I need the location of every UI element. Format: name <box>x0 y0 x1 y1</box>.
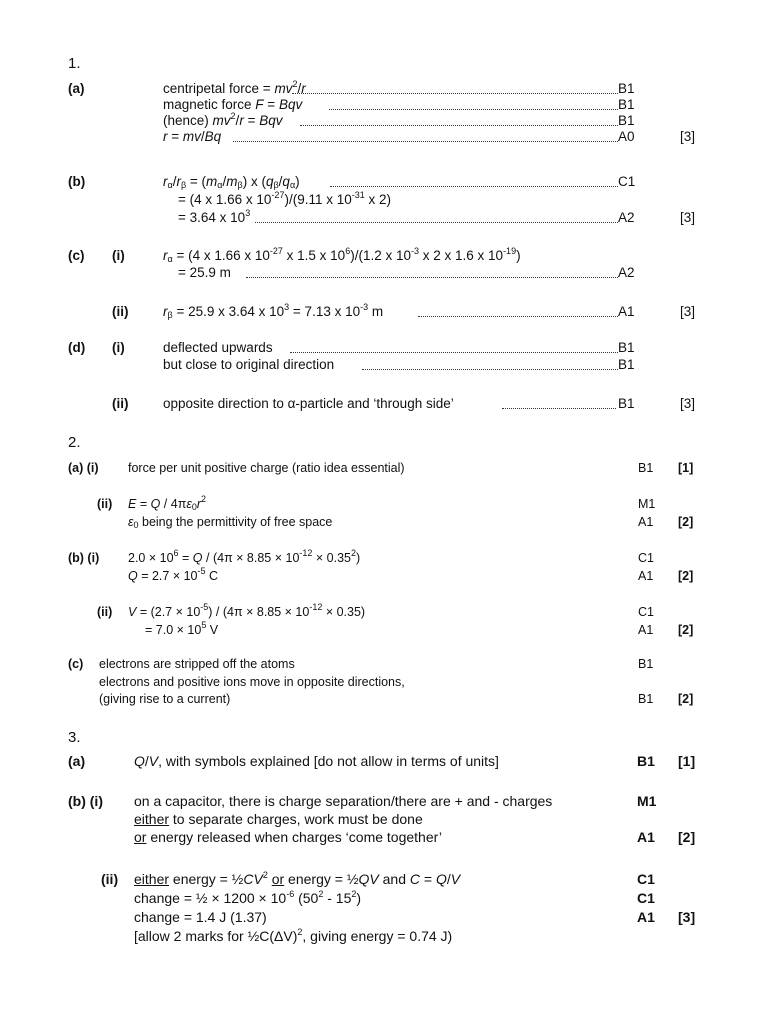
question-2-number: 2. <box>68 434 81 451</box>
q3-b-i-line-2: either to separate charges, work must be done <box>134 811 423 827</box>
mark: C1 <box>637 871 655 887</box>
mark: A2 <box>618 265 635 280</box>
q3-b-ii-line-2: change = ½ × $1200 \times 10^{-6}$ $(50^2 - 15^2)$ <box>134 889 362 906</box>
q1b-line-1: $r_\alpha/r_\beta = (m_\alpha/m_\beta)$ x $(q_\beta/q_\alpha)$ <box>163 174 300 190</box>
dot-leader <box>418 316 618 317</box>
q3-b-i-label: (b) (i) <box>68 793 103 809</box>
mark: A1 <box>638 623 654 637</box>
q2-c-line-2: electrons and positive ions move in opposite directions, <box>99 675 405 689</box>
mark: A1 <box>638 515 654 529</box>
q1c-i-line-2: = 25.9 m <box>178 265 231 280</box>
mark: C1 <box>638 551 654 565</box>
mark: A1 <box>637 909 655 925</box>
q1d-i-line-1: deflected upwards <box>163 340 273 355</box>
mark: B1 <box>618 113 635 128</box>
dot-leader <box>292 93 618 94</box>
q3-b-ii-line-4: [allow 2 marks for $\frac{1}{2}C(\Delta V)^2$, giving energy = 0.74 J) <box>134 927 453 944</box>
q3-b-ii-line-3: change = 1.4 J (1.37) <box>134 909 267 925</box>
question-1-number: 1. <box>68 55 81 72</box>
q1a-line-4: r = mv/Bq <box>163 129 222 144</box>
mark: A0 <box>618 129 635 144</box>
mark: M1 <box>637 793 657 809</box>
total-marks: [2] <box>678 515 694 529</box>
q2-b-ii-line-1: $V = (2.7 \times 10^{-5}) / (4\pi \times 8.85 \times 10^{-12} \times 0.35)$ <box>128 602 366 619</box>
dot-leader <box>300 125 618 126</box>
total-marks: [2] <box>678 692 694 706</box>
q1c-i-label: (i) <box>112 248 125 263</box>
q2-c-line-3: (giving rise to a current) <box>99 692 231 706</box>
mark: A1 <box>618 304 635 319</box>
dot-leader <box>255 222 618 223</box>
q1c-i-line-1: $r_\alpha = (4$ x 1.66 x $10^{-27}$ x 1.5 x $10^6)/(1.2$ x $10^{-3}$ x 2 x 1.6 x $10^{-19}$) <box>163 246 521 264</box>
q2-a-ii-line-1: $E = Q / 4\pi\varepsilon_0r^2$ <box>128 494 207 512</box>
q1a-line-1: centripetal force = $mv^2/r$ <box>163 79 306 96</box>
total-marks: [3] <box>680 304 696 319</box>
q2-a-ii-line-2: $\varepsilon_0$ being the permittivity of free space <box>128 515 333 530</box>
mark: B1 <box>637 753 655 769</box>
q1d-i-line-2: but close to original direction <box>163 357 335 372</box>
q2-a-ii-label: (ii) <box>97 497 113 511</box>
total-marks: [3] <box>680 129 696 144</box>
total-marks: [3] <box>680 210 696 225</box>
total-marks: [3] <box>678 909 696 925</box>
q2-b-ii-label: (ii) <box>97 605 113 619</box>
mark: A2 <box>618 210 635 225</box>
q2-b-ii-line-2: = $7.0 \times 10^5$ V <box>145 620 219 637</box>
mark: A1 <box>638 569 654 583</box>
q3-b-ii-line-1: either energy = $\frac{1}{2}CV^2$ or energy = ½QV and C = Q/V <box>134 870 461 887</box>
q1b-line-2: = (4 x 1.66 x $10^{-27})/(9.11$ x $10^{-31}$ x 2) <box>178 190 392 207</box>
q2-a-i-text: force per unit positive charge (ratio idea essential) <box>128 461 405 475</box>
mark: B1 <box>638 461 654 475</box>
mark: B1 <box>638 657 654 671</box>
q1-part-d-label: (d) <box>68 340 86 355</box>
q1c-ii-label: (ii) <box>112 304 129 319</box>
total-marks: [1] <box>678 753 696 769</box>
q3-a-label: (a) <box>68 753 86 769</box>
q3-b-i-line-1: on a capacitor, there is charge separation/there are + and - charges <box>134 793 553 809</box>
total-marks: [2] <box>678 829 696 845</box>
q3-a-text: Q/V, with symbols explained [do not allow in terms of units] <box>134 753 499 769</box>
q3-b-ii-label: (ii) <box>101 871 119 887</box>
mark: A1 <box>637 829 655 845</box>
dot-leader <box>290 352 618 353</box>
q2-a-i-label: (a) (i) <box>68 461 99 475</box>
mark: B1 <box>638 692 654 706</box>
q1-part-b-label: (b) <box>68 174 86 189</box>
mark: B1 <box>618 340 635 355</box>
mark: C1 <box>638 605 654 619</box>
q2-c-label: (c) <box>68 657 84 671</box>
q1c-ii-line: $r_\beta = 25.9$ x 3.64 x $10^3 = 7.13$ x $10^{-3}$ m <box>163 302 384 320</box>
dot-leader <box>246 277 618 278</box>
dot-leader <box>330 186 618 187</box>
mark: M1 <box>638 497 656 511</box>
q1a-line-2: magnetic force F = Bqv <box>163 97 303 112</box>
mark: B1 <box>618 81 635 96</box>
q1d-ii-line: opposite direction to α-particle and ‘through side’ <box>163 396 454 411</box>
q1b-line-3: = 3.64 x $10^3$ <box>178 208 251 225</box>
mark: B1 <box>618 396 635 411</box>
dot-leader <box>233 141 618 142</box>
dot-leader <box>362 369 618 370</box>
q3-b-i-line-3: or energy released when charges ‘come together’ <box>134 829 442 845</box>
q1-part-c-label: (c) <box>68 248 85 263</box>
q1d-ii-label: (ii) <box>112 396 129 411</box>
dot-leader <box>502 408 616 409</box>
total-marks: [2] <box>678 623 694 637</box>
q1a-line-3: (hence) $mv^2/r$ = Bqv <box>163 111 283 128</box>
q2-b-i-line-2: $Q = 2.7 \times 10^{-5}$ C <box>128 566 219 583</box>
q2-b-i-line-1: $2.0 \times 10^6 = Q / (4\pi \times 8.85 \times 10^{-12} \times 0.35^2)$ <box>128 548 361 565</box>
q1-part-a-label: (a) <box>68 81 85 96</box>
question-3-number: 3. <box>68 729 81 746</box>
q2-b-i-label: (b) (i) <box>68 551 100 565</box>
mark: C1 <box>637 890 655 906</box>
total-marks: [1] <box>678 461 694 475</box>
dot-leader <box>329 109 618 110</box>
mark: B1 <box>618 357 635 372</box>
mark: C1 <box>618 174 636 189</box>
total-marks: [2] <box>678 569 694 583</box>
q1d-i-label: (i) <box>112 340 125 355</box>
q2-c-line-1: electrons are stripped off the atoms <box>99 657 295 671</box>
total-marks: [3] <box>680 396 696 411</box>
mark: B1 <box>618 97 635 112</box>
